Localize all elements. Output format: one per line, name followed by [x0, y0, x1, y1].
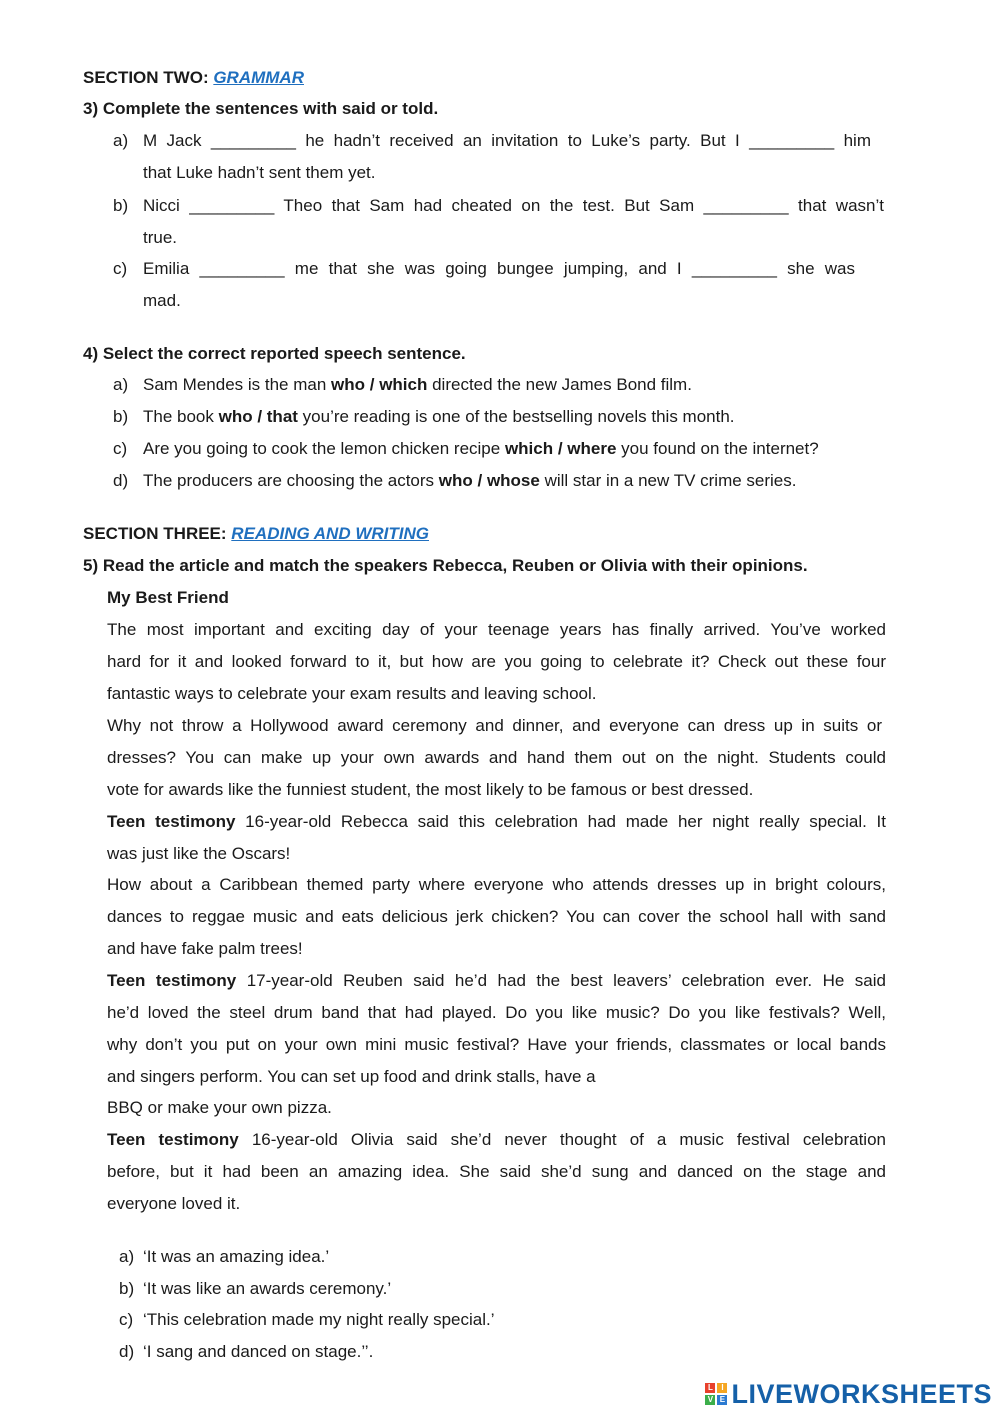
- q3-letter-b: b): [113, 196, 129, 215]
- q5-option-d[interactable]: ‘I sang and danced on stage.’’.: [143, 1342, 374, 1361]
- q3-item-b-line1: Nicci _________ Theo that Sam had cheated on the test. But Sam _________ that wasn’t: [143, 196, 884, 215]
- q4-item-a: Sam Mendes is the man who / which directed the new James Bond film.: [143, 375, 692, 394]
- article-p3-line2: dances to reggae music and eats delicious jerk chicken? You can cover the school hall with sand: [107, 907, 886, 926]
- q4-letter-b: b): [113, 407, 129, 426]
- testimony-2-line2: he’d loved the steel drum band that had played. Do you like music? Do you like festivals? Well,: [107, 1003, 886, 1022]
- q5-letter-d: d): [119, 1342, 135, 1361]
- q4-letter-c: c): [113, 439, 128, 458]
- question-4-title: 4) Select the correct reported speech sentence.: [83, 344, 466, 363]
- q3-item-c-line1: Emilia _________ me that she was going bungee jumping, and I _________ she was: [143, 259, 855, 278]
- q3-item-a-line1: M Jack _________ he hadn’t received an invitation to Luke’s party. But I _________ him: [143, 131, 871, 150]
- q4-choice-d[interactable]: who / whose: [438, 471, 540, 490]
- q4-item-c: Are you going to cook the lemon chicken recipe which / where you found on the internet?: [143, 439, 819, 458]
- q3-letter-a: a): [113, 131, 129, 150]
- testimony-3-line1: Teen testimony 16-year-old Olivia said she’d never thought of a music festival celebration: [107, 1130, 886, 1149]
- section-three-heading: SECTION THREE: READING AND WRITING: [83, 524, 429, 543]
- q4-letter-d: d): [113, 471, 129, 490]
- q3-item-b-line2: true.: [143, 228, 178, 247]
- q3-item-a-line2: that Luke hadn’t sent them yet.: [143, 163, 376, 182]
- article-p2-line3: vote for awards like the funniest student, the most likely to be famous or best dressed.: [107, 780, 754, 799]
- grammar-link[interactable]: GRAMMAR: [213, 68, 304, 87]
- q4-item-d: The producers are choosing the actors who / whose will star in a new TV crime series.: [143, 471, 797, 490]
- testimony-1-line2: was just like the Oscars!: [107, 844, 291, 863]
- q3-letter-c: c): [113, 259, 128, 278]
- testimony-1-line1: Teen testimony 16-year-old Rebecca said this celebration had made her night really special. It: [107, 812, 886, 831]
- q5-option-c[interactable]: ‘This celebration made my night really special.’: [143, 1310, 495, 1329]
- testimony-2-line4: and singers perform. You can set up food and drink stalls, have a: [107, 1067, 596, 1086]
- testimony-2-line1: Teen testimony 17-year-old Reuben said he’d had the best leavers’ celebration ever. He said: [107, 971, 886, 990]
- article-p3-line1: How about a Caribbean themed party where everyone who attends dresses up in bright colours,: [107, 875, 886, 894]
- q3-item-c-line2: mad.: [143, 291, 181, 310]
- article-p1-line3: fantastic ways to celebrate your exam results and leaving school.: [107, 684, 597, 703]
- q4-choice-c[interactable]: which / where: [504, 439, 617, 458]
- q5-letter-a: a): [119, 1247, 135, 1266]
- liveworksheets-logo: [705, 1380, 992, 1408]
- q5-letter-c: c): [119, 1310, 134, 1329]
- reading-writing-link[interactable]: READING AND WRITING: [231, 524, 429, 543]
- article-title: My Best Friend: [107, 588, 229, 607]
- testimony-3-line2: before, but it had been an amazing idea. She said she’d sung and danced on the stage and: [107, 1162, 886, 1181]
- q5-option-a[interactable]: ‘It was an amazing idea.’: [143, 1247, 330, 1266]
- q4-item-b: The book who / that you’re reading is one of the bestselling novels this month.: [143, 407, 735, 426]
- testimony-3-line3: everyone loved it.: [107, 1194, 241, 1213]
- liveworksheets-logo-text: LIVEWORKSHEETS: [731, 1378, 992, 1409]
- section-two-heading: SECTION TWO: GRAMMAR: [83, 68, 304, 87]
- article-p1-line1: The most important and exciting day of your teenage years has finally arrived. You’ve worked: [107, 620, 886, 639]
- testimony-2-line5: BBQ or make your own pizza.: [107, 1098, 332, 1117]
- q5-letter-b: b): [119, 1279, 135, 1298]
- q4-letter-a: a): [113, 375, 129, 394]
- testimony-2-line3: why don’t you put on your own mini music festival? Have your friends, classmates or local bands: [107, 1035, 886, 1054]
- question-3-title: 3) Complete the sentences with said or told.: [83, 99, 439, 118]
- article-p2-line1: Why not throw a Hollywood award ceremony and dinner, and everyone can dress up in suits or: [107, 716, 882, 735]
- question-5-title: 5) Read the article and match the speakers Rebecca, Reuben or Olivia with their opinions.: [83, 556, 808, 575]
- q4-choice-b[interactable]: who / that: [218, 407, 298, 426]
- q4-choice-a[interactable]: who / which: [331, 375, 428, 394]
- liveworksheets-mark-icon: L I V E: [705, 1383, 727, 1405]
- article-p2-line2: dresses? You can make up your own awards and hand them out on the night. Students could: [107, 748, 886, 767]
- article-p1-line2: hard for it and looked forward to it, but how are you going to celebrate it? Check out these four: [107, 652, 886, 671]
- article-p3-line3: and have fake palm trees!: [107, 939, 303, 958]
- q5-option-b[interactable]: ‘It was like an awards ceremony.’: [143, 1279, 392, 1298]
